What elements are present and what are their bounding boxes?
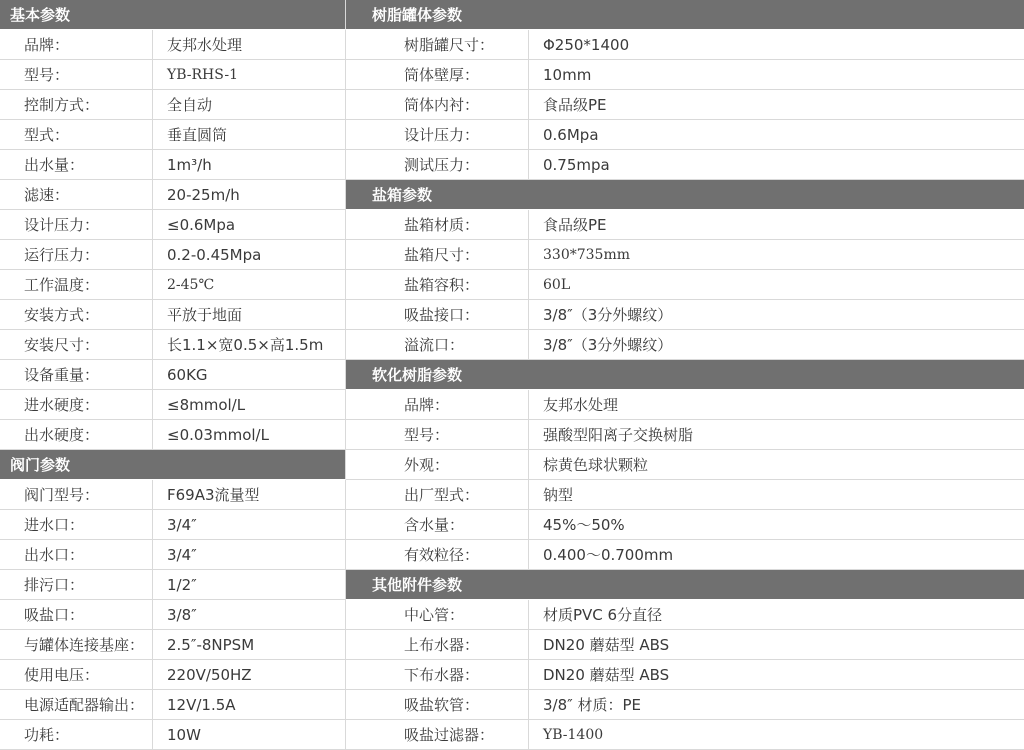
- spec-label: 安装尺寸：: [0, 330, 153, 359]
- spec-row-brine-material: [346, 210, 1024, 240]
- spec-row-adapter-output: [0, 690, 346, 720]
- spec-row-wall-thickness: [346, 60, 1024, 90]
- spec-label: 型号：: [346, 420, 529, 449]
- spec-label: 品牌：: [346, 390, 529, 419]
- right-column: [346, 0, 1024, 750]
- spec-row-type: [0, 120, 346, 150]
- spec-value: 3/8″（3分外螺纹）: [543, 306, 673, 324]
- spec-label: 吸盐接口：: [346, 300, 529, 329]
- spec-row-moisture: [346, 510, 1024, 540]
- spec-value: 60KG: [167, 365, 208, 384]
- section-title: 树脂罐体参数: [372, 6, 463, 24]
- spec-label: 下布水器：: [346, 660, 529, 689]
- spec-label: 吸盐过滤器：: [346, 720, 529, 749]
- spec-value: 220V/50HZ: [167, 665, 252, 684]
- spec-value: 3/8″: [167, 605, 197, 624]
- spec-value: 12V/1.5A: [167, 695, 236, 714]
- spec-value: 材质PVC 6分直径: [543, 606, 663, 624]
- spec-row-power: [0, 720, 346, 750]
- spec-label: 外观：: [346, 450, 529, 479]
- spec-value: YB-1400: [543, 726, 604, 743]
- spec-label: 运行压力：: [0, 240, 153, 269]
- spec-value: 友邦水处理: [543, 396, 619, 414]
- spec-value: Φ250*1400: [543, 35, 630, 54]
- spec-row-overflow: [346, 330, 1024, 360]
- spec-row-inlet-hardness: [0, 390, 346, 420]
- spec-row-outlet: [0, 540, 346, 570]
- spec-value: YB-RHS-1: [167, 66, 239, 83]
- spec-row-brine-port: [0, 600, 346, 630]
- spec-label: 出水口：: [0, 540, 153, 569]
- spec-label: 出水量：: [0, 150, 153, 179]
- section-title: 盐箱参数: [372, 186, 433, 204]
- spec-row-valve-model: [0, 480, 346, 510]
- spec-row-lower-distributor: [346, 660, 1024, 690]
- spec-row-install-size: [0, 330, 346, 360]
- left-column: [0, 0, 346, 750]
- section-header-resin-tank: [346, 0, 1024, 30]
- spec-label: 中心管：: [346, 600, 529, 629]
- spec-label: 盐箱材质：: [346, 210, 529, 239]
- spec-value: 20-25m/h: [167, 185, 240, 204]
- spec-value: 钠型: [543, 486, 574, 504]
- spec-label: 吸盐软管：: [346, 690, 529, 719]
- spec-label: 盐箱尺寸：: [346, 240, 529, 269]
- spec-label: 控制方式：: [0, 90, 153, 119]
- spec-row-output: [0, 150, 346, 180]
- spec-value: 2-45℃: [167, 276, 215, 293]
- spec-row-brine-volume: [346, 270, 1024, 300]
- spec-row-brine-filter: [346, 720, 1024, 750]
- spec-value: 1m³/h: [167, 155, 212, 174]
- spec-label: 排污口：: [0, 570, 153, 599]
- spec-label: 电源适配器输出：: [0, 690, 153, 719]
- spec-row-brine-connector: [346, 300, 1024, 330]
- spec-value: 45%～50%: [543, 516, 625, 534]
- spec-row-flow-rate: [0, 180, 346, 210]
- spec-row-operating-pressure: [0, 240, 346, 270]
- spec-value: 0.2-0.45Mpa: [167, 245, 262, 264]
- spec-value: 3/4″: [167, 545, 197, 564]
- spec-label: 有效粒径：: [346, 540, 529, 569]
- spec-label: 测试压力：: [346, 150, 529, 179]
- spec-row-particle-size: [346, 540, 1024, 570]
- spec-row-outlet-hardness: [0, 420, 346, 450]
- spec-value: 0.400～0.700mm: [543, 546, 674, 564]
- spec-row-install-method: [0, 300, 346, 330]
- spec-row-resin-model: [346, 420, 1024, 450]
- spec-label: 功耗：: [0, 720, 153, 749]
- spec-label: 筒体壁厚：: [346, 60, 529, 89]
- spec-label: 工作温度：: [0, 270, 153, 299]
- section-title: 软化树脂参数: [372, 366, 463, 384]
- spec-row-brine-hose: [346, 690, 1024, 720]
- spec-row-brand: [0, 30, 346, 60]
- spec-value: 平放于地面: [167, 306, 243, 324]
- spec-label: 滤速：: [0, 180, 153, 209]
- spec-label: 进水口：: [0, 510, 153, 539]
- spec-row-tank-design-pressure: [346, 120, 1024, 150]
- spec-value: 60L: [543, 276, 571, 293]
- section-header-brine: [346, 180, 1024, 210]
- spec-row-weight: [0, 360, 346, 390]
- spec-value: 友邦水处理: [167, 36, 243, 54]
- spec-value: 0.75mpa: [543, 155, 610, 174]
- spec-row-control-mode: [0, 90, 346, 120]
- spec-value: 长1.1×宽0.5×高1.5m: [167, 336, 324, 354]
- spec-label: 设计压力：: [346, 120, 529, 149]
- spec-row-liner: [346, 90, 1024, 120]
- section-title: 阀门参数: [10, 456, 71, 474]
- spec-row-test-pressure: [346, 150, 1024, 180]
- spec-value: 10W: [167, 725, 201, 744]
- spec-label: 型式：: [0, 120, 153, 149]
- spec-value: 10mm: [543, 65, 592, 84]
- spec-value: DN20 蘑菇型 ABS: [543, 666, 670, 684]
- spec-value: 0.6Mpa: [543, 125, 599, 144]
- spec-row-drain: [0, 570, 346, 600]
- spec-value: ≤8mmol/L: [167, 395, 246, 414]
- spec-label: 树脂罐尺寸：: [346, 30, 529, 59]
- spec-row-base-connection: [0, 630, 346, 660]
- spec-value: 食品级PE: [543, 216, 607, 234]
- spec-value: 1/2″: [167, 575, 197, 594]
- spec-value: 330*735mm: [543, 246, 630, 263]
- spec-row-model: [0, 60, 346, 90]
- spec-row-factory-form: [346, 480, 1024, 510]
- section-title: 其他附件参数: [372, 576, 463, 594]
- spec-value: 棕黄色球状颗粒: [543, 456, 649, 474]
- spec-label: 品牌：: [0, 30, 153, 59]
- spec-value: 3/8″（3分外螺纹）: [543, 336, 673, 354]
- spec-value: 食品级PE: [543, 96, 607, 114]
- spec-label: 出水硬度：: [0, 420, 153, 449]
- spec-label: 出厂型式：: [346, 480, 529, 509]
- spec-row-design-pressure: [0, 210, 346, 240]
- spec-row-upper-distributor: [346, 630, 1024, 660]
- spec-value: 垂直圆筒: [167, 126, 228, 144]
- spec-value: DN20 蘑菇型 ABS: [543, 636, 670, 654]
- spec-value: 3/8″ 材质：PE: [543, 696, 642, 714]
- spec-label: 筒体内衬：: [346, 90, 529, 119]
- spec-label: 阀门型号：: [0, 480, 153, 509]
- spec-label: 吸盐口：: [0, 600, 153, 629]
- spec-row-voltage: [0, 660, 346, 690]
- spec-label: 与罐体连接基座：: [0, 630, 153, 659]
- section-header-basic: [0, 0, 346, 30]
- spec-row-brine-size: [346, 240, 1024, 270]
- spec-value: 2.5″-8NPSM: [167, 635, 255, 654]
- spec-value: ≤0.6Mpa: [167, 215, 236, 234]
- spec-label: 盐箱容积：: [346, 270, 529, 299]
- spec-row-appearance: [346, 450, 1024, 480]
- spec-value: 强酸型阳离子交换树脂: [543, 426, 694, 444]
- spec-value: 3/4″: [167, 515, 197, 534]
- section-header-resin: [346, 360, 1024, 390]
- section-header-valve: [0, 450, 346, 480]
- spec-row-working-temp: [0, 270, 346, 300]
- spec-label: 使用电压：: [0, 660, 153, 689]
- spec-row-center-pipe: [346, 600, 1024, 630]
- spec-value: F69A3流量型: [167, 486, 260, 504]
- spec-value: ≤0.03mmol/L: [167, 425, 269, 444]
- section-header-accessories: [346, 570, 1024, 600]
- spec-label: 型号：: [0, 60, 153, 89]
- spec-label: 设计压力：: [0, 210, 153, 239]
- spec-label: 安装方式：: [0, 300, 153, 329]
- spec-row-tank-size: [346, 30, 1024, 60]
- spec-label: 上布水器：: [346, 630, 529, 659]
- spec-label: 溢流口：: [346, 330, 529, 359]
- spec-label: 设备重量：: [0, 360, 153, 389]
- spec-label: 含水量：: [346, 510, 529, 539]
- section-title: 基本参数: [10, 6, 71, 24]
- spec-value: 全自动: [167, 96, 213, 114]
- spec-row-resin-brand: [346, 390, 1024, 420]
- spec-row-inlet: [0, 510, 346, 540]
- spec-label: 进水硬度：: [0, 390, 153, 419]
